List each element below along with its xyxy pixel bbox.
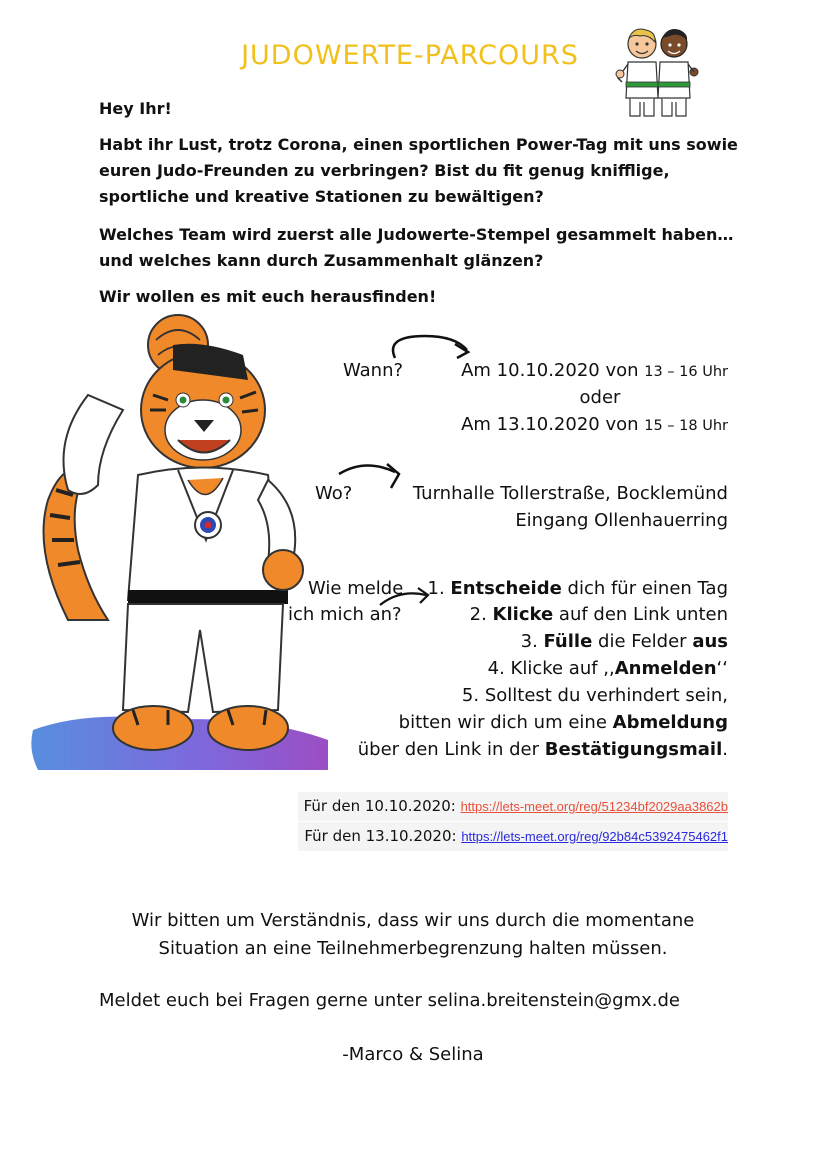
intro-paragraph-3: Wir wollen es mit euch herausfinden!	[99, 287, 437, 306]
where-line-2: Eingang Ollenhauerring	[515, 510, 728, 531]
link-label: Für den 10.10.2020:	[303, 797, 461, 815]
tiger-mascot-illustration	[28, 300, 333, 775]
howto-label-1: Wie melde	[308, 578, 404, 599]
link-label: Für den 13.10.2020:	[304, 827, 462, 845]
when-date-2: Am 13.10.2020 von 15 – 18 Uhr	[461, 414, 728, 435]
intro-paragraph-1: Habt ihr Lust, trotz Corona, einen sportlichen Power-Tag mit uns sowie euren Judo-Freunden zu verbringen? Bist du fit genug knifflige, sportliche und kreative Stationen zu bewältigen?	[99, 135, 738, 206]
registration-link-2[interactable]: https://lets-meet.org/reg/92b84c5392475462f1	[461, 829, 728, 844]
greeting: Hey Ihr!	[99, 99, 172, 118]
step-3: 3. Fülle die Felder aus	[520, 631, 728, 652]
howto-label-2: ich mich an?	[288, 604, 402, 625]
when-label: Wann?	[343, 360, 404, 381]
when-date-1: Am 10.10.2020 von 13 – 16 Uhr	[461, 360, 728, 381]
contact-line: Meldet euch bei Fragen gerne unter selina.breitenstein@gmx.de	[99, 990, 680, 1011]
notice-line-1: Wir bitten um Verständnis, dass wir uns durch die momentane	[131, 910, 695, 931]
where-label: Wo?	[315, 483, 353, 504]
page-title: JUDOWERTE-PARCOURS	[241, 40, 579, 71]
registration-link-row-1	[298, 792, 728, 821]
when-or: oder	[579, 387, 621, 408]
intro-paragraph-2: Welches Team wird zuerst alle Judowerte-Stempel gesammelt haben… und welches kann durch Zusammenhalt glänzen?	[99, 225, 734, 270]
step-5-line-3: über den Link in der Bestätigungsmail.	[357, 739, 728, 760]
signature: -Marco & Selina	[342, 1044, 484, 1065]
step-1: 1. Entscheide dich für einen Tag	[427, 578, 728, 599]
step-4: 4. Klicke auf ,,Anmelden‘‘	[487, 658, 728, 679]
registration-link-row-2	[298, 822, 728, 851]
step-5-line-1: 5. Solltest du verhindert sein,	[461, 685, 728, 706]
step-2: 2. Klicke auf den Link unten	[469, 604, 728, 625]
notice-line-2: Situation an eine Teilnehmerbegrenzung halten müssen.	[158, 938, 668, 959]
arrow-icon	[335, 458, 410, 490]
registration-link-1[interactable]: https://lets-meet.org/reg/51234bf2029aa3862b	[460, 799, 728, 814]
step-5-line-2: bitten wir dich um eine Abmeldung	[398, 712, 728, 733]
where-line-1: Turnhalle Tollerstraße, Bocklemünd	[412, 483, 728, 504]
